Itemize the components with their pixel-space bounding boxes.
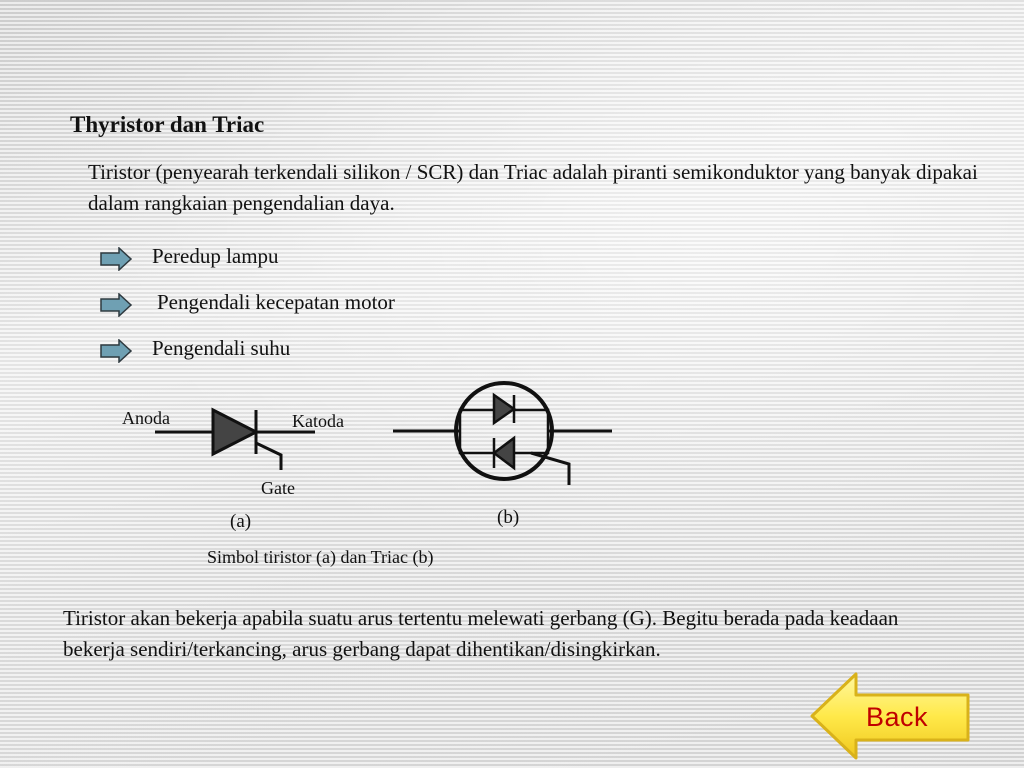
outro-paragraph: Tiristor akan bekerja apabila suatu arus tertentu melewati gerbang (G). Begitu berada pada keadaan bekerja sendiri/terkancing, arus gerbang dapat dihentikan/disingkirkan. [63,606,899,661]
right-arrow-icon [100,293,132,317]
triac-symbol [393,383,612,485]
anode-label: Anoda [122,408,170,428]
figure-caption: Simbol tiristor (a) dan Triac (b) [207,547,434,567]
list-item-label: Peredup lampu [152,244,279,268]
back-button[interactable] [808,670,973,762]
figure-label-b: (b) [497,507,520,528]
cathode-label: Katoda [292,411,344,431]
intro-paragraph: Tiristor (penyearah terkendali silikon / SCR) dan Triac adalah piranti semikonduktor yang banyak dipakai dalam rangkaian pengendalian daya. [88,160,978,215]
scr-symbol [155,410,315,470]
figure-label-a: (a) [230,511,252,532]
gate-label: Gate [261,478,295,498]
right-arrow-icon [100,339,132,363]
back-button-label: Back [866,702,929,732]
list-item-label: Pengendali suhu [152,336,291,360]
list-item-label: Pengendali kecepatan motor [157,290,395,314]
right-arrow-icon [100,247,132,271]
slide-title: Thyristor dan Triac [70,112,265,137]
